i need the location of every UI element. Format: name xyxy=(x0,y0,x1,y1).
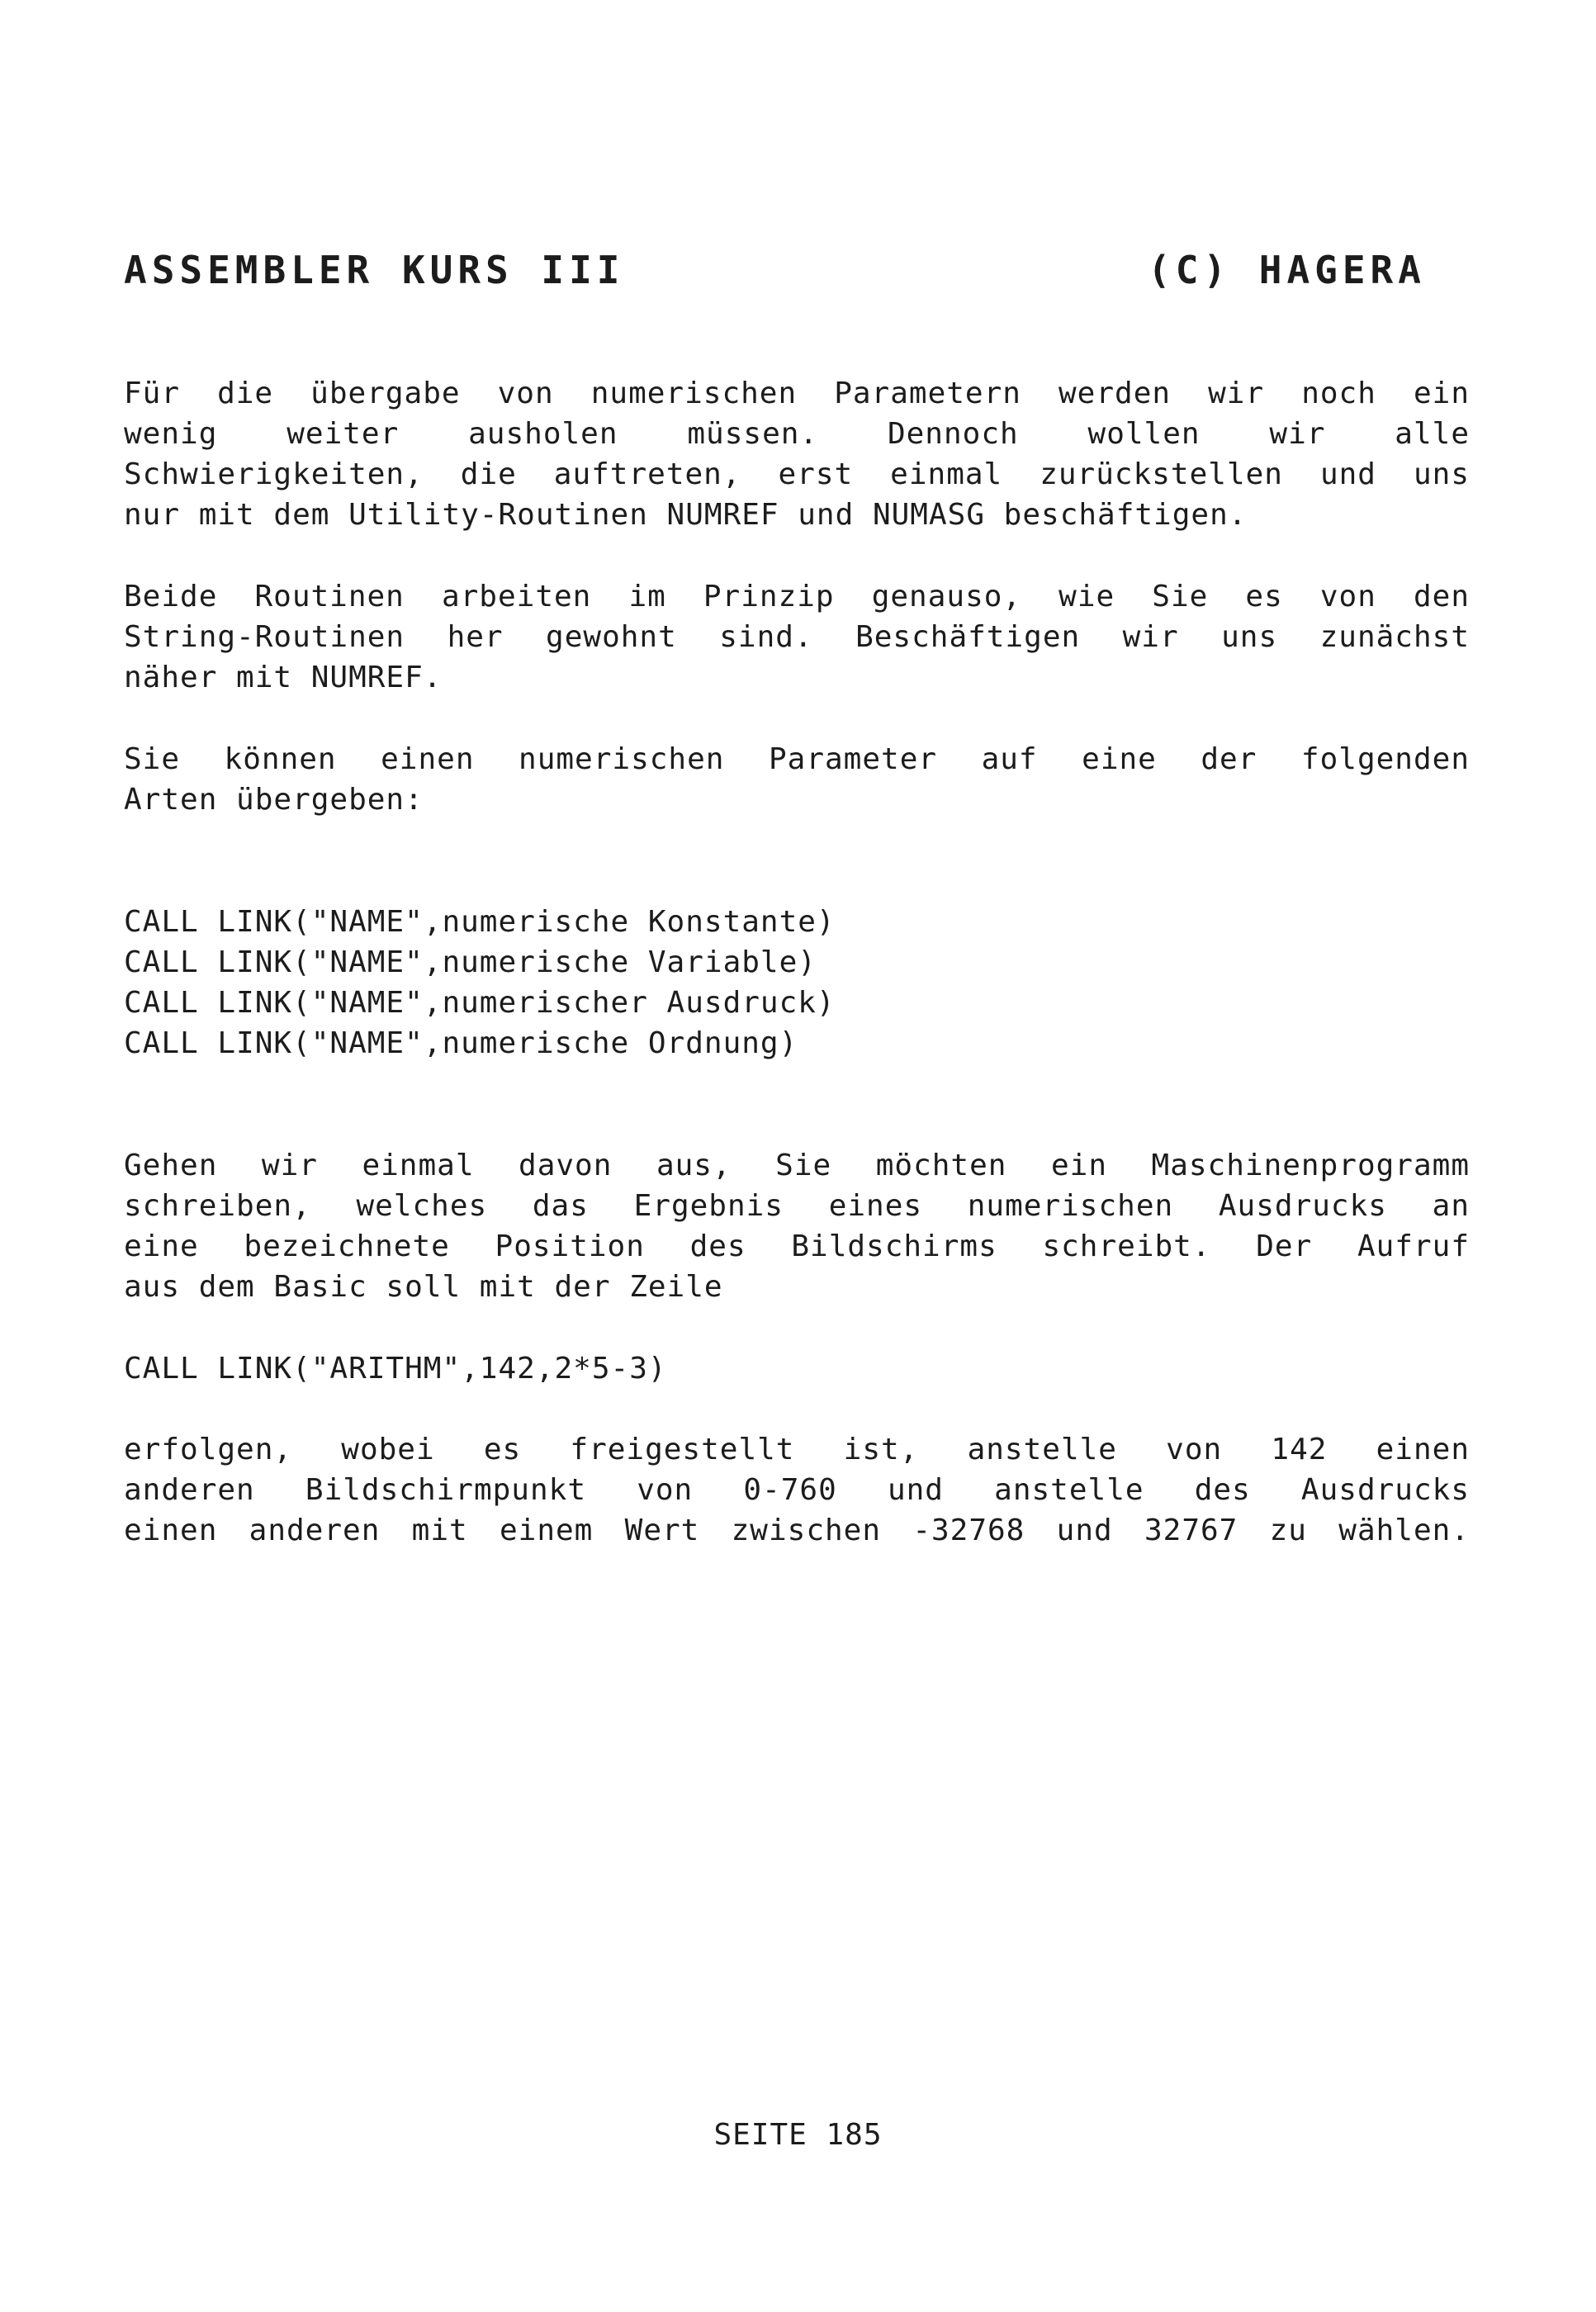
paragraph-1 xyxy=(124,373,1470,535)
text-line: näher mit NUMREF. xyxy=(124,661,443,694)
code-line: CALL LINK("NAME",numerische Ordnung) xyxy=(124,1026,798,1060)
text-line: eine bezeichnete Position des Bildschirms schreibt. Der Aufruf xyxy=(124,1229,1470,1263)
code-block-2 xyxy=(124,1348,667,1389)
text-line: aus dem Basic soll mit der Zeile xyxy=(124,1270,723,1304)
text-line: Sie können einen numerischen Parameter auf eine der folgenden xyxy=(124,742,1470,776)
paragraph-3 xyxy=(124,739,1470,820)
paragraph-2 xyxy=(124,576,1470,698)
text-line: wenig weiter ausholen müssen. Dennoch wollen wir alle xyxy=(124,417,1470,451)
text-line: schreiben, welches das Ergebnis eines numerischen Ausdrucks an xyxy=(124,1189,1470,1223)
text-line: Gehen wir einmal davon aus, Sie möchten ein Maschinenprogramm xyxy=(124,1149,1470,1182)
text-line: erfolgen, wobei es freigestellt ist, anstelle von 142 einen xyxy=(124,1433,1470,1466)
text-line: nur mit dem Utility-Routinen NUMREF und NUMASG beschäftigen. xyxy=(124,498,1248,532)
text-line: Beide Routinen arbeiten im Prinzip genauso, wie Sie es von den xyxy=(124,580,1470,614)
page-number: SEITE 185 xyxy=(713,2118,883,2152)
header-title: ASSEMBLER KURS III xyxy=(124,248,625,292)
paragraph-4 xyxy=(124,1145,1470,1307)
page-header xyxy=(124,248,1426,297)
text-line: Für die übergabe von numerischen Parametern werden wir noch ein xyxy=(124,377,1470,410)
code-line: CALL LINK("NAME",numerischer Ausdruck) xyxy=(124,986,836,1020)
code-line: CALL LINK("ARITHM",142,2*5-3) xyxy=(124,1352,667,1386)
text-line: Schwierigkeiten, die auftreten, erst einmal zurückstellen und uns xyxy=(124,457,1470,491)
paragraph-5 xyxy=(124,1429,1470,1551)
code-line: CALL LINK("NAME",numerische Konstante) xyxy=(124,905,836,939)
code-block-1 xyxy=(124,902,836,1064)
text-line: einen anderen mit einem Wert zwischen -32768 und 32767 zu wählen. xyxy=(124,1514,1470,1547)
text-line: Arten übergeben: xyxy=(124,783,424,817)
header-copyright: (C) HAGERA xyxy=(1148,248,1426,292)
text-line: anderen Bildschirmpunkt von 0-760 und anstelle des Ausdrucks xyxy=(124,1473,1470,1507)
code-line: CALL LINK("NAME",numerische Variable) xyxy=(124,945,817,979)
text-line: String-Routinen her gewohnt sind. Beschäftigen wir uns zunächst xyxy=(124,620,1470,654)
